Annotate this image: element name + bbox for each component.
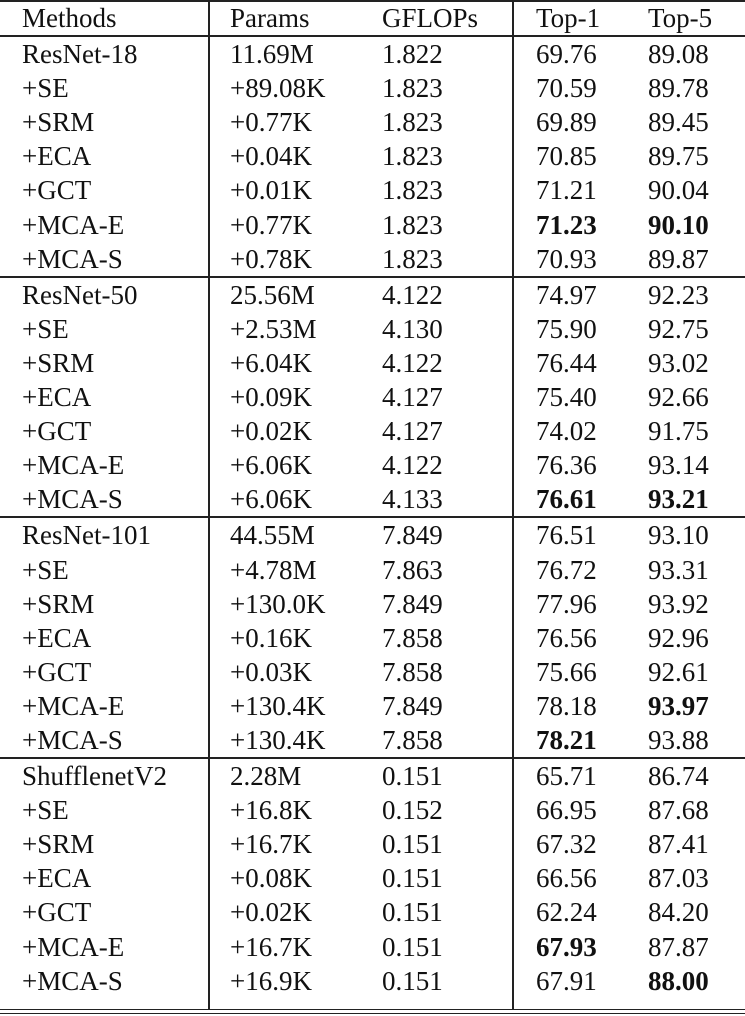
params-cell: +4.78M: [230, 554, 317, 585]
params-cell: +0.77K: [230, 107, 312, 138]
gflops-cell: 0.151: [382, 829, 443, 860]
gflops-cell: 1.823: [382, 73, 443, 104]
table-row: [0, 37, 745, 71]
top1-cell: 67.32: [536, 829, 597, 860]
method-cell: +SE: [22, 73, 69, 104]
top5-cell: 87.68: [648, 795, 709, 826]
params-cell: +16.9K: [230, 965, 312, 996]
gflops-cell: 1.823: [382, 209, 443, 240]
top1-cell: 67.93: [536, 931, 597, 962]
table-row: [0, 173, 745, 207]
top5-cell: 86.74: [648, 761, 709, 792]
table-row: [0, 71, 745, 105]
table-group: [0, 757, 745, 998]
params-cell: +0.78K: [230, 243, 312, 274]
method-cell: +MCA-E: [22, 690, 125, 721]
method-cell: +MCA-S: [22, 484, 123, 515]
top1-cell: 75.66: [536, 656, 597, 687]
table-row: [0, 759, 745, 793]
params-cell: +0.02K: [230, 897, 312, 928]
top5-cell: 87.41: [648, 829, 709, 860]
table-row: [0, 208, 745, 242]
method-cell: +MCA-S: [22, 965, 123, 996]
top5-cell: 93.14: [648, 450, 709, 481]
top1-cell: 75.40: [536, 382, 597, 413]
method-cell: +GCT: [22, 897, 92, 928]
params-cell: +6.06K: [230, 484, 312, 515]
method-cell: +SRM: [22, 588, 95, 619]
top5-cell: 93.02: [648, 347, 709, 378]
table-row: [0, 242, 745, 276]
method-cell: +ECA: [22, 622, 92, 653]
gflops-cell: 1.823: [382, 107, 443, 138]
top5-cell: 89.87: [648, 243, 709, 274]
top5-cell: 89.08: [648, 39, 709, 70]
table-row: [0, 482, 745, 516]
top1-cell: 66.95: [536, 795, 597, 826]
gflops-cell: 0.151: [382, 897, 443, 928]
params-cell: 11.69M: [230, 39, 314, 70]
method-cell: ShufflenetV2: [22, 761, 167, 792]
top5-cell: 90.10: [648, 209, 709, 240]
gflops-cell: 0.151: [382, 863, 443, 894]
table-row: [0, 793, 745, 827]
params-cell: +89.08K: [230, 73, 326, 104]
table-row: [0, 553, 745, 587]
top5-cell: 93.92: [648, 588, 709, 619]
method-cell: +SE: [22, 554, 69, 585]
header-row: [0, 1, 745, 35]
top5-cell: 93.97: [648, 690, 709, 721]
top1-cell: 74.02: [536, 416, 597, 447]
table-row: [0, 139, 745, 173]
top1-cell: 76.72: [536, 554, 597, 585]
top5-cell: 92.23: [648, 279, 709, 310]
top5-cell: 88.00: [648, 965, 709, 996]
table-row: [0, 414, 745, 448]
top5-cell: 93.31: [648, 554, 709, 585]
table-row: [0, 346, 745, 380]
top1-cell: 67.91: [536, 965, 597, 996]
top1-cell: 77.96: [536, 588, 597, 619]
method-cell: +MCA-E: [22, 931, 125, 962]
gflops-cell: 0.151: [382, 965, 443, 996]
table-group: [0, 35, 745, 276]
gflops-cell: 4.127: [382, 416, 443, 447]
top1-cell: 75.90: [536, 313, 597, 344]
top5-cell: 91.75: [648, 416, 709, 447]
method-cell: +ECA: [22, 863, 92, 894]
top1-cell: 65.71: [536, 761, 597, 792]
table-row: [0, 587, 745, 621]
method-cell: +GCT: [22, 656, 92, 687]
top1-cell: 62.24: [536, 897, 597, 928]
top5-cell: 87.87: [648, 931, 709, 962]
method-cell: ResNet-18: [22, 39, 138, 70]
top1-cell: 70.93: [536, 243, 597, 274]
top5-cell: 84.20: [648, 897, 709, 928]
table-row: [0, 278, 745, 312]
params-cell: +16.7K: [230, 931, 312, 962]
gflops-cell: 1.823: [382, 243, 443, 274]
gflops-cell: 4.133: [382, 484, 443, 515]
method-cell: +SE: [22, 795, 69, 826]
method-cell: +GCT: [22, 175, 92, 206]
gflops-cell: 7.863: [382, 554, 443, 585]
params-cell: +0.09K: [230, 382, 312, 413]
table-row: [0, 655, 745, 689]
top1-cell: 76.56: [536, 622, 597, 653]
params-cell: 44.55M: [230, 520, 315, 551]
method-cell: +GCT: [22, 416, 92, 447]
table-group: [0, 276, 745, 517]
table-row: [0, 723, 745, 757]
top1-cell: 76.44: [536, 347, 597, 378]
gflops-cell: 7.849: [382, 588, 443, 619]
method-cell: +MCA-S: [22, 724, 123, 755]
header-methods: Methods: [22, 3, 117, 33]
params-cell: +6.04K: [230, 347, 312, 378]
top1-cell: 74.97: [536, 279, 597, 310]
top1-cell: 71.21: [536, 175, 597, 206]
table-body: [0, 35, 745, 998]
params-cell: +2.53M: [230, 313, 317, 344]
table-row: [0, 448, 745, 482]
top5-cell: 92.75: [648, 313, 709, 344]
method-cell: +SRM: [22, 829, 95, 860]
top5-cell: 89.45: [648, 107, 709, 138]
gflops-cell: 7.858: [382, 724, 443, 755]
table-row: [0, 518, 745, 552]
gflops-cell: 4.122: [382, 347, 443, 378]
method-cell: +MCA-E: [22, 450, 125, 481]
method-cell: +SRM: [22, 347, 95, 378]
gflops-cell: 4.122: [382, 450, 443, 481]
params-cell: 25.56M: [230, 279, 315, 310]
params-cell: +0.77K: [230, 209, 312, 240]
gflops-cell: 7.858: [382, 622, 443, 653]
method-cell: +SE: [22, 313, 69, 344]
gflops-cell: 1.823: [382, 141, 443, 172]
table-row: [0, 312, 745, 346]
top5-cell: 93.88: [648, 724, 709, 755]
gflops-cell: 1.822: [382, 39, 443, 70]
params-cell: +0.16K: [230, 622, 312, 653]
top5-cell: 89.75: [648, 141, 709, 172]
gflops-cell: 4.127: [382, 382, 443, 413]
method-cell: +SRM: [22, 107, 95, 138]
top5-cell: 92.66: [648, 382, 709, 413]
top5-cell: 93.10: [648, 520, 709, 551]
bottom-rule: [0, 1009, 745, 1014]
top1-cell: 66.56: [536, 863, 597, 894]
method-cell: ResNet-101: [22, 520, 151, 551]
params-cell: +0.02K: [230, 416, 312, 447]
params-cell: +130.4K: [230, 724, 326, 755]
table-group: [0, 516, 745, 757]
params-cell: 2.28M: [230, 761, 302, 792]
params-cell: +130.0K: [230, 588, 326, 619]
top5-cell: 89.78: [648, 73, 709, 104]
top5-cell: 87.03: [648, 863, 709, 894]
gflops-cell: 0.152: [382, 795, 443, 826]
gflops-cell: 7.849: [382, 520, 443, 551]
header-top1: Top-1: [536, 3, 601, 33]
method-cell: +ECA: [22, 382, 92, 413]
params-cell: +130.4K: [230, 690, 326, 721]
table-row: [0, 861, 745, 895]
gflops-cell: 4.122: [382, 279, 443, 310]
table-row: [0, 380, 745, 414]
top5-cell: 93.21: [648, 484, 709, 515]
table-row: [0, 964, 745, 998]
header-params: Params: [230, 3, 310, 33]
top1-cell: 69.89: [536, 107, 597, 138]
gflops-cell: 7.849: [382, 690, 443, 721]
top1-cell: 76.51: [536, 520, 597, 551]
params-cell: +0.01K: [230, 175, 312, 206]
top1-cell: 71.23: [536, 209, 597, 240]
table-row: [0, 895, 745, 929]
gflops-cell: 0.151: [382, 761, 443, 792]
top1-cell: 78.21: [536, 724, 597, 755]
params-cell: +0.03K: [230, 656, 312, 687]
top5-cell: 92.61: [648, 656, 709, 687]
top1-cell: 69.76: [536, 39, 597, 70]
table-row: [0, 105, 745, 139]
method-cell: +ECA: [22, 141, 92, 172]
params-cell: +6.06K: [230, 450, 312, 481]
table-row: [0, 621, 745, 655]
method-cell: +MCA-E: [22, 209, 125, 240]
table-row: [0, 827, 745, 861]
params-cell: +16.8K: [230, 795, 312, 826]
top1-cell: 78.18: [536, 690, 597, 721]
header-top5: Top-5: [648, 3, 713, 33]
top1-cell: 70.59: [536, 73, 597, 104]
gflops-cell: 1.823: [382, 175, 443, 206]
method-cell: ResNet-50: [22, 279, 138, 310]
table-row: [0, 930, 745, 964]
header-gflops: GFLOPs: [382, 3, 479, 33]
top5-cell: 92.96: [648, 622, 709, 653]
params-cell: +0.04K: [230, 141, 312, 172]
params-cell: +0.08K: [230, 863, 312, 894]
top5-cell: 90.04: [648, 175, 709, 206]
table-row: [0, 689, 745, 723]
method-cell: +MCA-S: [22, 243, 123, 274]
gflops-cell: 0.151: [382, 931, 443, 962]
gflops-cell: 7.858: [382, 656, 443, 687]
top1-cell: 70.85: [536, 141, 597, 172]
gflops-cell: 4.130: [382, 313, 443, 344]
top1-cell: 76.61: [536, 484, 597, 515]
params-cell: +16.7K: [230, 829, 312, 860]
top1-cell: 76.36: [536, 450, 597, 481]
